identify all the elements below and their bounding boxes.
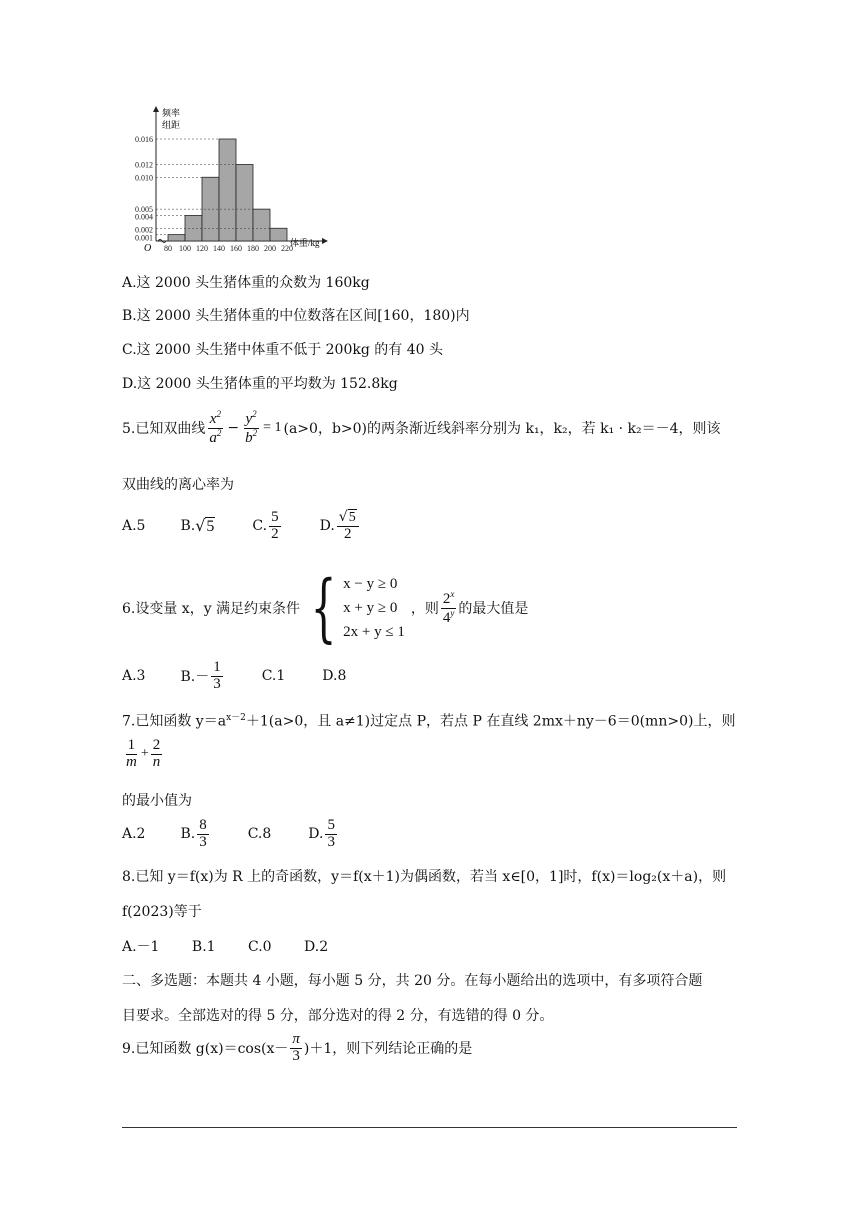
q6-options — [122, 660, 346, 693]
q9-fraction-pi-3: $\frac{\pi}{3}$ — [292, 1031, 300, 1064]
q5-options — [122, 510, 361, 543]
q5-line2: 双曲线的离心率为 — [122, 477, 234, 493]
histogram-bar — [219, 139, 236, 241]
q5-fraction-x2-a2: $\frac{x^2}{a^2}$ — [209, 409, 222, 446]
q6-constraint-3: 2x + y ≤ 1 — [343, 624, 405, 640]
x-tick-label: 200 — [264, 244, 276, 253]
q8-options: A.－1 B.1 C.0 D.2 — [122, 939, 329, 955]
q4-option-a: A.这 2000 头生猪体重的众数为 160kg — [122, 275, 370, 291]
q6-constraint-2: x + y ≥ 0 — [343, 600, 398, 616]
x-tick-label: 80 — [164, 244, 172, 253]
q6-prefix: 6.设变量 x，y 满足约束条件 — [122, 601, 301, 617]
q6-constraint-1: x − y ≥ 0 — [343, 576, 398, 592]
origin-label: O — [144, 243, 152, 254]
x-tick-label: 160 — [230, 244, 242, 253]
q9-suffix: )＋1，则下列结论正确的是 — [303, 1041, 473, 1058]
q7-fraction-2-n: $\frac{2}{n}$ — [152, 737, 161, 770]
y-axis-label-top: 频率 — [162, 108, 181, 118]
q5-option-c: C. — [252, 518, 268, 535]
q7-text: 7.已知函数 y＝a — [122, 713, 227, 730]
q7-rest: ＋1(a>0，且 a≠1)过定点 P，若点 P 在直线 2mx＋ny－6＝0(mn>0)上，则 — [245, 713, 736, 730]
q6-fraction-1-3: $\frac{1}{3}$ — [213, 659, 221, 692]
y-axis-arrow — [153, 106, 159, 112]
histogram-chart — [110, 104, 330, 258]
q5-sqrt5: √5 — [195, 516, 215, 536]
q4-option-b: B.这 2000 头生猪体重的中位数落在区间[160，180)内 — [122, 308, 470, 324]
x-axis-label: 体重/kg — [290, 238, 320, 248]
q7-plus: + — [140, 746, 149, 762]
q7-tail: 的最小值为 — [122, 793, 192, 809]
q6-constraints — [343, 572, 405, 644]
y-axis-label-bottom: 组距 — [162, 120, 181, 130]
q5-fraction-5-2: $\frac{5}{2}$ — [271, 509, 279, 542]
x-tick-label: 120 — [196, 244, 208, 253]
q7-option-c: C.8 — [247, 826, 272, 843]
q9-stem — [122, 1032, 472, 1065]
q8-line1: 8.已知 y＝f(x)为 R 上的奇函数，y＝f(x＋1)为偶函数，若当 x∈[0，1]时，f(x)＝log₂(x＋a)，则 — [122, 869, 727, 885]
q5-option-a: A.5 — [122, 518, 146, 535]
q7-option-a: A.2 — [122, 826, 146, 843]
q5-fraction-y2-b2: $\frac{y^2}{b^2}$ — [245, 409, 258, 446]
x-tick-label: 140 — [213, 244, 225, 253]
q9-prefix: 9.已知函数 g(x)＝cos(x－ — [122, 1041, 289, 1058]
q5-option-b: B. — [180, 518, 196, 535]
y-tick-label: 0.016 — [135, 135, 153, 144]
y-tick-label: 0.002 — [135, 225, 153, 235]
q7-line1 — [122, 710, 735, 731]
q6-fraction-2x-4y: $\frac{2^x}{4^y}$ — [442, 588, 455, 626]
y-tick-label: 0.005 — [135, 205, 153, 215]
q5-minus: − — [227, 420, 240, 437]
histogram-bar — [253, 209, 270, 241]
q6-option-c: C.1 — [261, 668, 286, 685]
q6-option-d: D.8 — [322, 668, 347, 685]
q6-left-brace: { — [310, 565, 337, 651]
q5-suffix: (a>0，b>0)的两条渐近线斜率分别为 k₁，k₂，若 k₁ · k₂＝－4，则该 — [283, 421, 721, 438]
histogram-bar — [168, 235, 185, 241]
x-tick-label: 220 — [281, 244, 293, 253]
q7-expression — [122, 738, 164, 771]
q6-option-a: A.3 — [122, 668, 146, 685]
y-tick-label: 0.010 — [135, 173, 153, 183]
q6-suffix: 的最大值是 — [458, 601, 529, 617]
q8-line2: f(2023)等于 — [122, 904, 202, 920]
section2-line2: 目要求。全部选对的得 5 分，部分选对的得 2 分，有选错的得 0 分。 — [122, 1008, 554, 1024]
q7-exponent: x－2 — [226, 713, 246, 723]
q7-fraction-8-3: $\frac{8}{3}$ — [199, 817, 207, 850]
q7-fraction-5-3: $\frac{5}{3}$ — [327, 817, 335, 850]
y-tick-label: 0.012 — [135, 160, 153, 170]
q7-fraction-1-m: $\frac{1}{m}$ — [126, 737, 137, 770]
q5-fraction-sqrt5-2: $\frac{√5}{2}$ — [337, 510, 359, 543]
y-tick-label: 0.004 — [135, 212, 153, 222]
x-tick-label: 100 — [179, 244, 191, 253]
q7-options — [122, 818, 339, 851]
footer-rule — [122, 1127, 737, 1128]
q5-prefix: 5.已知双曲线 — [122, 421, 206, 438]
histogram-bar — [236, 165, 253, 242]
q5-option-d: D. — [319, 518, 335, 535]
y-tick-label: 0.001 — [135, 233, 153, 243]
q5-stem — [122, 410, 721, 447]
q4-option-d: D.这 2000 头生猪体重的平均数为 152.8kg — [122, 376, 398, 392]
q7-option-b: B. — [180, 826, 196, 843]
q4-option-c: C.这 2000 头生猪中体重不低于 200kg 的有 40 头 — [122, 342, 443, 358]
x-axis-arrow — [322, 238, 328, 244]
q6-option-b: B.－ — [180, 669, 210, 686]
x-tick-label: 180 — [247, 244, 259, 253]
histogram-bar — [270, 228, 287, 241]
q7-option-d: D. — [308, 826, 324, 843]
q6-mid: ，则 — [410, 601, 439, 617]
section2-line1: 二、多选题：本题共 4 小题，每小题 5 分，共 20 分。在每小题给出的选项中，有多项符合题 — [122, 973, 703, 989]
histogram-svg — [110, 104, 330, 254]
q6-stem — [122, 565, 529, 651]
q5-equals-one: = 1 — [263, 420, 282, 436]
